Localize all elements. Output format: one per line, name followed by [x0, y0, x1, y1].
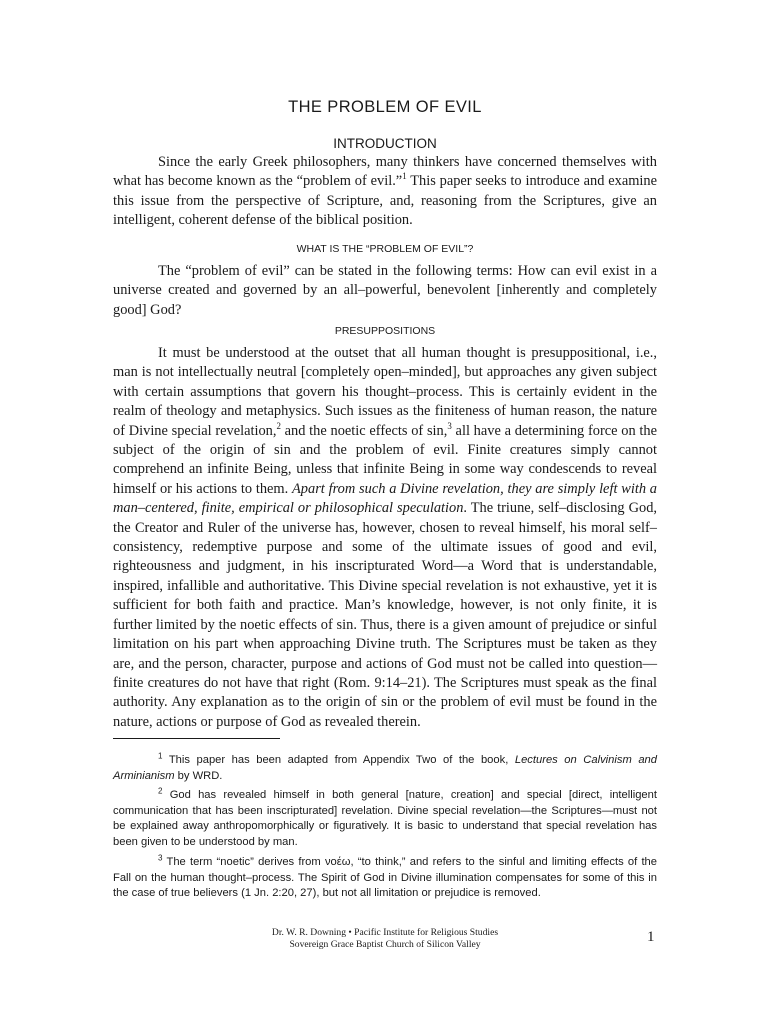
- page-footer: [113, 927, 657, 951]
- section-heading-problem-of-evil: WHAT IS THE “PROBLEM OF EVIL”?: [296, 243, 474, 255]
- emphasis-text: Apart from such a Divine revelation, they are simply left with a man–centered, finite, empirical or philosophical speculation: [113, 480, 658, 517]
- footnote-number: 2: [158, 786, 163, 796]
- footnote-ref-2[interactable]: 2: [276, 420, 281, 431]
- page-title: THE PROBLEM OF EVIL: [288, 98, 482, 116]
- footnote-3: $^3$ The term “noetic” derives from νοέω, “to think,” and refers to the sinful and limiting effects of the Fall on the human thought–process. The Spirit of God in Divine illumination compensates for some of this in the case of true believers (1 Jn. 2:20, 27), but not all limitation or prejudice is removed.: [113, 853, 657, 900]
- section-heading-introduction: INTRODUCTION: [333, 136, 437, 151]
- introduction-paragraph: Since the early Greek philosophers, many thinkers have concerned themselves with what has become known as the “problem of evil.”$^1$ This paper seeks to introduce and examine this issue from the perspective of Scripture, and, reasoning from the Scriptures, give an intelligent, coherent defense of the biblical position.: [113, 154, 657, 229]
- footnote-ref-1[interactable]: 1: [402, 171, 407, 182]
- footnote-1: $^1$ This paper has been adapted from Appendix Two of the book, Lectures on Calvinism and Arminianism by WRD.: [113, 751, 657, 782]
- page-number: 1: [647, 929, 655, 945]
- problem-of-evil-paragraph: The “problem of evil” can be stated in the following terms: How can evil exist in a universe created and governed by an all–powerful, benevolent [inherently and completely good] God?: [113, 263, 657, 318]
- greek-word: νοέω: [324, 856, 351, 868]
- book-title: Lectures on Calvinism and Arminianism: [113, 754, 657, 782]
- footer-author-line: Dr. W. R. Downing • Pacific Institute for Religious Studies: [271, 927, 499, 938]
- footer-church-line: Sovereign Grace Baptist Church of Silicon Valley: [289, 939, 481, 950]
- footnote-2: $^2$ God has revealed himself in both general [nature, creation] and special [direct, intelligent communication that has been inscripturated] revelation. Divine special revelation—the Scriptures—must not be explained away anthropomorphically or figuratively. It is basic to understand that special revelation has been given to be understood by man.: [113, 786, 657, 848]
- presuppositions-paragraph: It must be understood at the outset that all human thought is presuppositional, i.e., man is not intellectually neutral [completely open–minded], but approaches any given subject with certain assumptions that govern his thought–process. This is certainly evident in the realm of theology and metaphysics. Such issues as the finiteness of human reason, the nature of Divine special revelation,$^2$ and the noetic effects of sin,$^3$ all have a determining force on the subject of the origin of sin and the problem of evil. Finite creatures simply cannot comprehend an infinite Being, unless that infinite Being in some way condescends to reveal himself or his actions to them. Apart from such a Divine revelation, they are simply left with a man–centered, finite, empirical or philosophical speculation. The triune, self–disclosing God, the Creator and Ruler of the universe has, however, chosen to reveal himself, his moral self–consistency, redemptive purpose and some of the ultimate issues of good and evil, righteousness and judgment, in his inscripturated Word—a Word that is understandable, inspired, infallible and authoritative. This Divine special revelation is not exhaustive, yet it is sufficient for both faith and practice. Man’s knowledge, however, is not only finite, it is further limited by the noetic effects of sin. Thus, there is a given amount of prejudice or sinful limitation on his part when approaching Divine truth. The Scriptures must be taken as they are, and the person, character, purpose and actions of God must not be called into question—finite creatures do not have that right (Rom. 9:14–21). The Scriptures must speak as the final authority. Any explanation as to the origin of sin or the problem of evil must be found in the nature, actions or purpose of God as revealed therein.: [113, 345, 658, 730]
- section-heading-presuppositions: PRESUPPOSITIONS: [334, 325, 436, 337]
- footnote-separator: [113, 738, 280, 739]
- footnote-ref-3[interactable]: 3: [447, 420, 452, 431]
- footnote-number: 1: [158, 751, 163, 761]
- footnote-number: 3: [158, 853, 163, 863]
